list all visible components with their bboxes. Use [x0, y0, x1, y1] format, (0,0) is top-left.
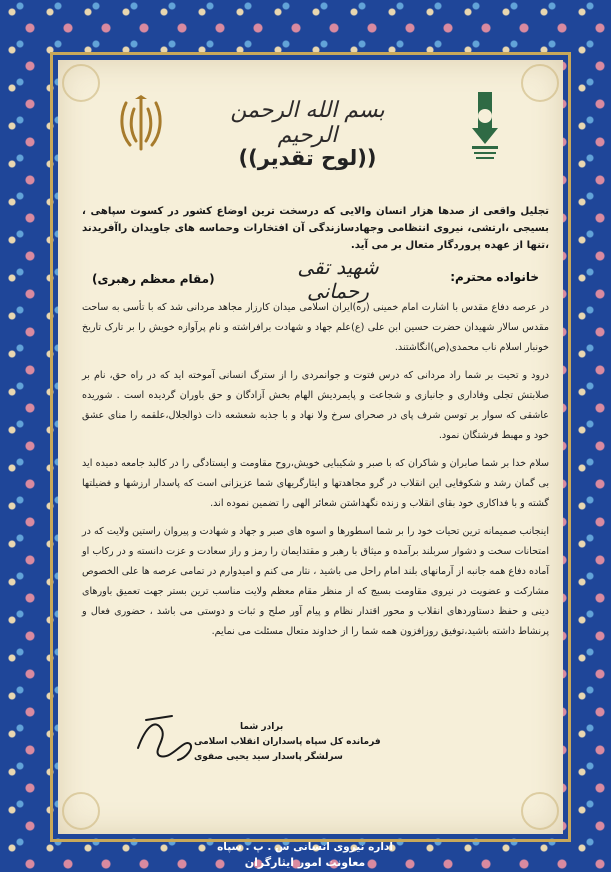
family-label: خانواده محترم:	[450, 270, 539, 284]
handwritten-signature	[132, 708, 198, 768]
iran-emblem-icon	[118, 95, 164, 153]
body-paragraph-4: اینجانب صمیمانه ترین تحیات خود را بر شما اسطورها و اسوه های صبر و جهاد و شهادت و پیروان راستین ولایت که در امتحانات سخت و دشوار سربلند برآمده و میثاق با رهبر و مقتدایمان را رمز و راز سعادت و عزت دانسته و در رکاب او آماده دفاع همه جانبه از آرمانهای بلند امام راحل می باشید ، نثار می کنم و امیدوارم در تمامی عرصه ها علی الخصوص مشارکت و عضویت در نیروی مقاومت بسیج که از منظر مقام معظم ولایت مناسب ترین بستر جهت تعمیق باورهای دینی و حفظ دستاوردهای انقلاب و محور اقتدار نظام و پیام آور صلح و ثبات و دوستی می باشد ، حضوری فعال و پرنشاط داشته باشید،توفیق روزافزون همه شما را از خداوند متعال مسئلت می نمایم.	[82, 526, 549, 637]
body-paragraph-3: سلام خدا بر شما صابران و شاکران که با صبر و شکیبایی خویش،روح مقاومت و ایستادگی را در کالبد جامعه دمیده اید بی گمان رشد و شکوفایی این انقلاب در گرو مجاهدتها و ایثارگریهای شما عزیزانی است که پاسدار ارزشها و فضیلتها گشته و با فداکاری خود بقای انقلاب و زنده نگهداشتن شعائر الهی را تضمین نموده اند.	[82, 458, 549, 509]
page-title: ((لوح تقدیر))	[238, 146, 377, 170]
intro-paragraph: تجلیل واقعی از صدها هزار انسان والایی که درسخت ترین اوضاع کشور در کسوت سپاهی ، بسیجی ،ارتشی، نیروی انتظامی وجهادسازندگی آن افتخارات وحماسه های جاویدان راآفریدند ،تنها از عهده پروردگار متعال بر می آید.	[82, 206, 549, 251]
footer-office: معاونت امور ایثارگران	[244, 856, 366, 869]
corner-ornament	[521, 64, 559, 102]
bismillah-calligraphy: بسم الله الرحمن الرحیم	[230, 98, 385, 148]
body-paragraph-2: درود و تحیت بر شما راد مردانی که درس فتوت و جوانمردی را از سترگ انسانی آموخته اید که در راه حق، نام بر صلابتش تجلی وفاداری و جانبازی و شجاعت و پایمردیش الهام بخش آزادگان و حق باوران گردیده است . شوریده عاشقی که سوار بر توسن شرف پای در صحرای سرخ ولا نهاد و با جذبه شعشعه ذات ذوالجلال،علقمه را منای عشق خود و مهبط فرشتگان نمود.	[82, 370, 549, 441]
signature-salutation: برادر شما	[240, 722, 284, 732]
certificate-body	[82, 298, 549, 650]
corner-ornament	[62, 64, 100, 102]
signatory-name: سرلشگر پاسدار سید یحیی صفوی	[194, 752, 343, 762]
body-paragraph-1: در عرصه دفاع مقدس با اشارت امام خمینی (ره)ایران اسلامی میدان کارزار مجاهد مردانی شد که با تأسی به ساحت مقدس سالار شهیدان حضرت حسین ابن علی (ع)علم جهاد و شهادت برافراشته و نام پرآوازه خویش را بر تارک تاریخ خونبار اسلام ناب محمدی(ص)انگاشتند.	[82, 302, 549, 353]
footer-department: اداره نیروی انسانی س . پ . سپاه	[217, 841, 393, 853]
corner-ornament	[521, 792, 559, 830]
signatory-title: فرمانده کل سپاه پاسداران انقلاب اسلامی	[194, 737, 381, 747]
martyr-name-handwritten: شهید تقی رحمانی	[297, 255, 379, 303]
leader-title: (مقام معظم رهبری)	[92, 272, 215, 286]
irgc-emblem-icon	[468, 88, 502, 166]
corner-ornament	[62, 792, 100, 830]
